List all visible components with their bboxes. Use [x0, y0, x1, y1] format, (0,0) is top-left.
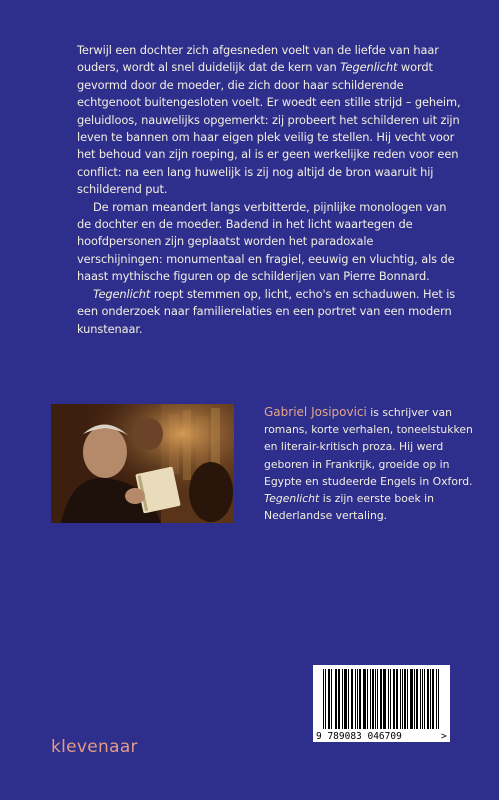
author-bio — [264, 404, 479, 524]
barcode-bar — [432, 669, 433, 729]
barcode-bar — [375, 669, 376, 729]
barcode-bar — [359, 669, 360, 729]
barcode-bar — [430, 669, 431, 729]
barcode-bar — [357, 669, 358, 729]
barcode-bar — [365, 669, 366, 729]
barcode-bar — [420, 669, 421, 729]
barcode-bar — [348, 669, 349, 729]
barcode-bar — [427, 669, 428, 729]
barcode-bar — [424, 669, 425, 729]
barcode-bar — [335, 669, 336, 729]
barcode-bar — [329, 669, 330, 729]
barcode-bar — [377, 669, 378, 729]
barcode-bar — [339, 669, 340, 729]
barcode-bar — [414, 669, 415, 729]
barcode-bar — [328, 669, 329, 729]
barcode-bar — [385, 669, 386, 729]
barcode-digits: 9 789083 046709 — [316, 731, 402, 742]
barcode-bar — [380, 669, 381, 729]
barcode-bar — [336, 669, 337, 729]
barcode-bar — [323, 669, 324, 729]
barcode-bar — [394, 669, 395, 729]
barcode-bar — [344, 669, 345, 729]
blurb-paragraph-2: De roman meandert langs verbitterde, pijnlijke monologen van de dochter en de moeder. Badend in het licht waartegen de hoofdpersonen zijn geplaatst worden het paradoxale verschijningen: monumentaal en fragiel, eeuwig en vluchtig, als de haast mythische figuren op de schilderijen van Pierre Bonnard. — [77, 199, 455, 284]
barcode-bar — [400, 669, 401, 729]
blurb-paragraph-3: Tegenlicht roept stemmen op, licht, echo's en schaduwen. Het is een onderzoek naar familierelaties en een portret van een modern kunstenaar. — [77, 286, 456, 336]
barcode-bar — [381, 669, 382, 729]
barcode-bar — [390, 669, 391, 729]
barcode-bar — [433, 669, 434, 729]
barcode-bar — [407, 669, 408, 729]
barcode-bar — [397, 669, 398, 729]
barcode-bar — [364, 669, 365, 729]
barcode-bar — [383, 669, 384, 729]
barcode-bar — [412, 669, 413, 729]
barcode-bar — [342, 669, 343, 729]
barcode-bar — [360, 669, 361, 729]
barcode-bar — [355, 669, 356, 729]
barcode-bar — [363, 669, 364, 729]
barcode-graphic — [313, 665, 450, 742]
barcode-bar — [345, 669, 346, 729]
barcode-bar — [331, 669, 332, 729]
publisher-logo: klevenaar — [51, 737, 138, 757]
barcode-bar — [428, 669, 429, 729]
barcode-bar — [404, 669, 405, 729]
barcode-bar — [402, 669, 403, 729]
back-cover-blurb — [77, 42, 462, 338]
barcode-bar — [352, 669, 353, 729]
barcode-bar — [338, 669, 339, 729]
author-photo — [51, 404, 234, 523]
barcode-bar — [370, 669, 371, 729]
blurb-paragraph-1: Terwijl een dochter zich afgesneden voelt van de liefde van haar ouders, wordt al snel duidelijk dat de kern van Tegenlicht wordt gevormd door de moeder, die zich door haar schilderende echtgenoot buitengesloten voelt. Er woedt een stille strijd – geheim, geluidloos, nauwelijks opgemerkt: zij probeert het schilderen uit zijn leven te bannen om haar eigen plek veilig te stellen. Hij vecht voor het behoud van zijn roeping, al is er geen werkelijke reden voor een conflict: na een lang huwelijk is zij nog altijd de bron waaruit hij schilderend put. — [77, 43, 461, 197]
barcode-bar — [422, 669, 423, 729]
barcode-bar — [393, 669, 394, 729]
barcode-bar — [417, 669, 418, 729]
barcode-bar — [410, 669, 411, 729]
barcode-bar — [405, 669, 406, 729]
barcode-bar — [325, 669, 326, 729]
bio-text-1: is schrijver van romans, korte verhalen, toneelstukken en literair-kritisch proza. Hij werd geboren in Frankrijk, groeide op in Egypte en studeerde Engels in Oxford. — [264, 406, 473, 488]
barcode-bar — [436, 669, 437, 729]
barcode-bar — [411, 669, 412, 729]
bio-book-title: Tegenlicht — [264, 492, 320, 506]
isbn-barcode — [313, 665, 450, 742]
barcode-bar — [346, 669, 347, 729]
barcode-bar — [373, 669, 374, 729]
barcode-bar — [372, 669, 373, 729]
barcode-bar — [438, 669, 439, 729]
barcode-bar — [416, 669, 417, 729]
barcode-bar — [388, 669, 389, 729]
barcode-arrow: > — [441, 731, 447, 742]
barcode-bar — [367, 669, 368, 729]
barcode-bar — [396, 669, 397, 729]
barcode-bar — [351, 669, 352, 729]
barcode-bar — [384, 669, 385, 729]
author-name: Gabriel Josipovici — [264, 405, 367, 419]
bio-text-2: is zijn eerste boek in Nederlandse vertaling. — [264, 492, 434, 523]
